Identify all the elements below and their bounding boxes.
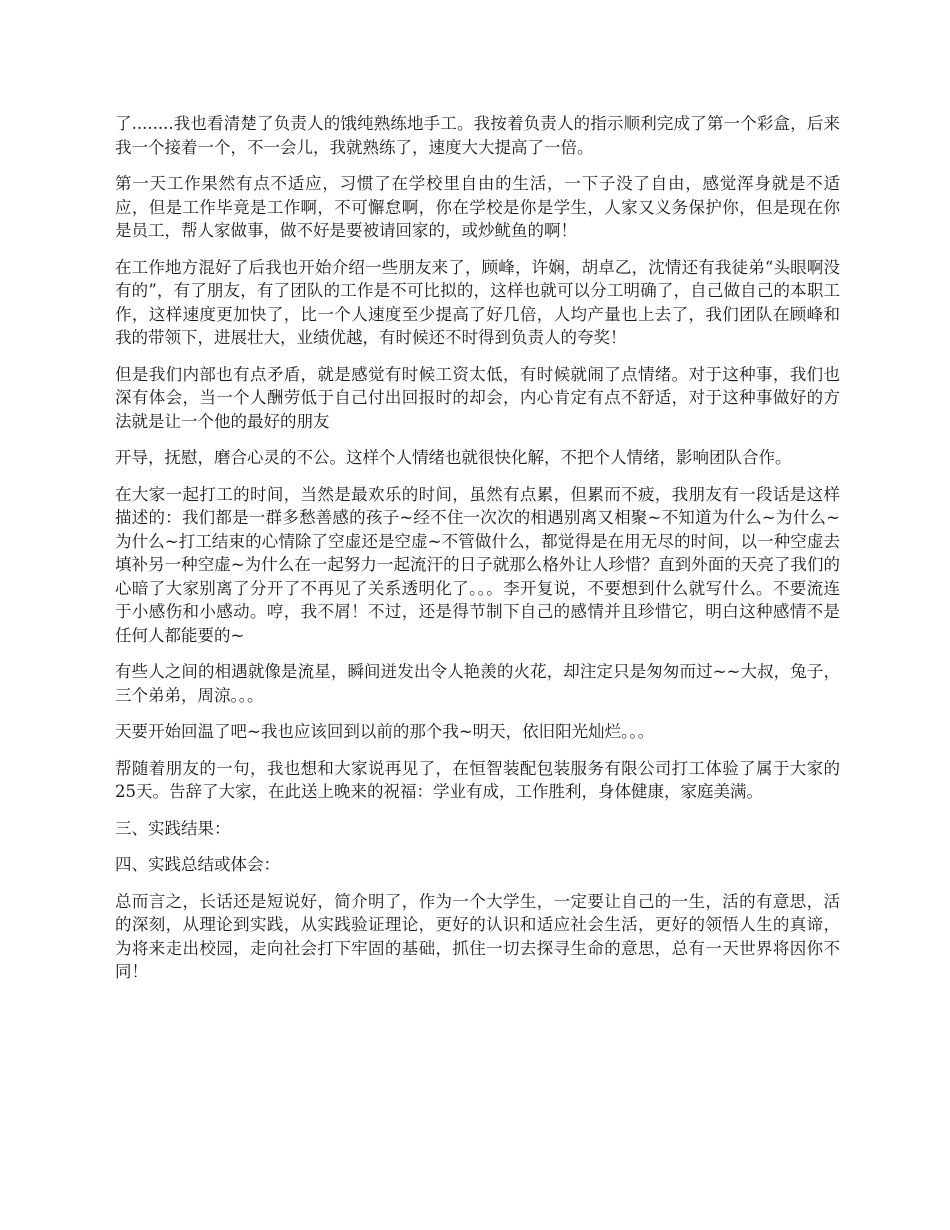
paragraph-work-start: 了........我也看清楚了负责人的饿纯熟练地手工。我按着负责人的指示顺利完成了第一个彩盒，后来我一个接着一个，不一会儿，我就熟练了，速度大大提高了一倍。 [115, 114, 840, 157]
paragraph-warm-weather: 天要开始回温了吧~我也应该回到以前的那个我~明天，依旧阳光灿烂。。。 [115, 722, 655, 741]
paragraph-friends-team: 在工作地方混好了后我也开始介绍一些朋友来了，顾峰，许娴，胡卓乙，沈情还有我徒弟“头眼啊没有的”，有了朋友，有了团队的工作是不可比拟的，这样也就可以分工明确了，自己做自己的本职工作，这样速度更加快了，比一个人速度至少提高了好几倍，人均产量也上去了，我们团队在顾峰和我的带领下，进展壮大，业绩优越，有时候还不时得到负责人的夸奖！ [115, 257, 840, 347]
paragraph-meteor: 有些人之间的相遇就像是流星，瞬间迸发出令人艳羡的火花，却注定只是匆匆而过~~大叔，兔子，三个弟弟，周涼。。。 [115, 662, 840, 705]
document-body [115, 112, 840, 997]
paragraph-farewell: 帮随着朋友的一句，我也想和大家说再见了，在恒智装配包装服务有限公司打工体验了属于大家的25天。告辞了大家，在此送上晚来的祝福：学业有成，工作胜利，身体健康，家庭美满。 [115, 758, 840, 801]
paragraph-happy-times: 在大家一起打工的时间，当然是最欢乐的时间，虽然有点累，但累而不疲，我朋友有一段话是这样描述的：我们都是一群多愁善感的孩子~经不住一次次的相遇别离又相聚~不知道为什么~为什么~为什么~打工结束的心情除了空虚还是空虚~不管做什么，都觉得是在用无尽的时间，以一种空虚去填补另一种空虚~为什么在一起努力一起流汗的日子就那么格外让人珍惜？直到外面的天亮了我们的心暗了大家别离了分开了不再见了关系透明化了。。。李开复说，不要想到什么就写什么。不要流连于小感伤和小感动。哼，我不屑！不过，还是得节制下自己的感情并且珍惜它，明白这种感情不是任何人都能要的~ [115, 484, 840, 645]
heading-practice-summary: 四、实践总结或体会： [115, 855, 280, 874]
heading-practice-results: 三、实践结果： [115, 818, 231, 838]
paragraph-internal-conflict: 但是我们内部也有点矛盾，就是感觉有时候工资太低，有时候就闹了点情绪。对于这种事，我们也深有体会，当一个人酬劳低于自己付出回报时的却会，内心肯定有点不舒适，对于这种事做好的方法就是让一个他的最好的朋友 [115, 364, 840, 431]
paragraph-first-day: 第一天工作果然有点不适应，习惯了在学校里自由的生活，一下子没了自由，感觉浑身就是不适应，但是工作毕竟是工作啊，不可懈怠啊，你在学校是你是学生，人家又义务保护你，但是现在你是员工，帮人家做事，做不好是要被请回家的，或炒鱿鱼的啊！ [115, 174, 840, 240]
paragraph-conclusion: 总而言之，长话还是短说好，简介明了，作为一个大学生，一定要让自己的一生，活的有意思，活的深刻，从理论到实践，从实践验证理论，更好的认识和适应社会生活，更好的领悟人生的真谛，为将来走出校园，走向社会打下牢固的基础，抓住一切去探寻生命的意思，总有一天世界将因你不同！ [115, 891, 840, 981]
paragraph-comfort: 开导，抚慰，磨合心灵的不公。这样个人情绪也就很快化解，不把个人情绪，影响团队合作。 [115, 448, 792, 467]
